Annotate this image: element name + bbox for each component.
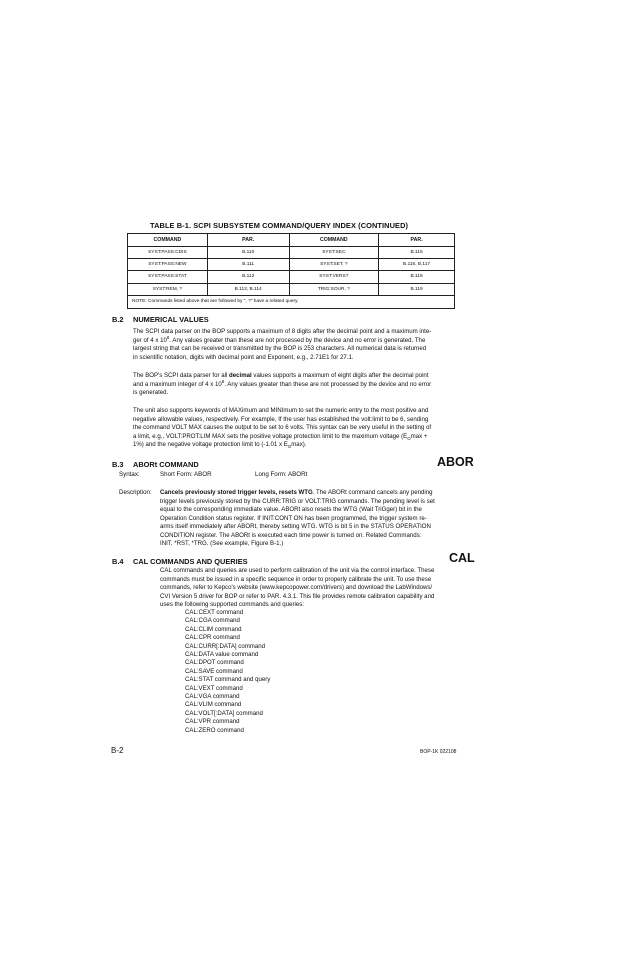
description-text: Cancels previously stored trigger levels, resets WTG. The ABORt command cancels any pending trigger levels previously stored by the CURR:TRIG or VOLT:TRIG commands. The pending level is set equal to the corresponding immediate value. ABORt also resets the WTG (Wait TriGger) bit in the Operation Condition status register. If INIT:CONT ON has been programmed, the trigger system re- arms itself immediately after ABORt, thereby setting WTG. WTG is bit 5 in the STATUS OPERATION CONDITION register. The ABORt is executed each time power is turned on. Related Commands: INIT, *RST, *TRG. (See example, Figure B-1.) [160, 489, 435, 547]
table-cell: SYST:PASS:CDIS [128, 247, 208, 259]
syntax-label: Syntax: [119, 471, 140, 478]
table-cell: B.112 [207, 271, 289, 283]
page-number: B-2 [111, 746, 124, 755]
description-label: Description: [119, 489, 152, 496]
table-header: COMMAND [128, 234, 208, 247]
command-list [185, 609, 270, 735]
list-item: CAL:VPR command [185, 718, 240, 726]
long-form: Long Form: ABORt [255, 471, 308, 478]
table-cell: B.115 [379, 247, 455, 259]
table-note: NOTE: Commands listed above that are followed by ", ?" have a related query. [128, 295, 455, 308]
table-cell: B.111 [207, 259, 289, 271]
table-caption: TABLE B-1. SCPI SUBSYSTEM COMMAND/QUERY INDEX (CONTINUED) [150, 221, 409, 230]
list-item: CAL:ZERO command [185, 726, 244, 734]
list-item: CAL:VLIM command [185, 701, 242, 709]
list-item: CAL:CEXT command [185, 609, 244, 616]
section-title: CAL COMMANDS AND QUERIES [133, 557, 248, 566]
list-item: CAL:CLIM command [185, 625, 242, 633]
list-item: CAL:VOLT[:DATA] command [185, 709, 263, 717]
table-header-row [128, 234, 455, 247]
section-title: ABORt COMMAND [133, 460, 199, 469]
section-number: B.2 [112, 315, 124, 324]
table-cell: B.118 [379, 271, 455, 283]
list-item: CAL:CPR command [185, 634, 240, 642]
paragraph: The unit also supports keywords of MAXimum and MINImum to set the numeric entry to the most positive and negative allowable values, respectively. For example, If the user has established the volt:limit to be 6, sending the command VOLT MAX causes the output to be set to 6 volts. This syntax can be very useful in the setting of a limit, e.g., VOLT:PROT:LIM MAX sets the positive voltage protection limit to the maximum voltage ($E_O\max$ + 1%) and the negative voltage protection limit to (-1.01 x $E_O\max$). [133, 407, 432, 450]
table-cell: B.116, B.117 [379, 259, 455, 271]
list-item: CAL:DPOT command [185, 659, 244, 667]
list-item: CAL:STAT command and query [185, 676, 271, 684]
table-cell: SYST:PASS:NEW [128, 259, 208, 271]
paragraph: The SCPI data parser on the BOP supports a maximum of 8 digits after the decimal point and a maximum inte- ger of 4 x $10^8$. Any values greater than these are not processed by the device and no error is generated. The largest string that can be received or transmitted by the BOP is 253 characters. All numerical data is returned in scientific notation, digits with decimal point and Exponent, e.g., 2.71E1 for 27.1. [133, 328, 432, 361]
command-index-table [127, 233, 455, 309]
section-number: B.4 [112, 557, 124, 566]
table-cell: SYST:VERS? [289, 271, 379, 283]
section-number: B.3 [112, 460, 124, 469]
table-row [128, 283, 455, 295]
table-row [128, 259, 455, 271]
paragraph: The BOP's SCPI data parser for all decimal values supports a maximum of eight digits after the decimal point and a maximum integer of 4 x $10^8$. Any values greater than these are not processed by the device and no error is generated. [133, 372, 432, 396]
section-title: NUMERICAL VALUES [133, 315, 209, 324]
list-item: CAL:CGA command [185, 617, 240, 625]
table-cell: SYST:PASS:STAT [128, 271, 208, 283]
table-cell: SYST:SET, ? [289, 259, 379, 271]
command-mnemonic: ABOR [437, 455, 474, 469]
table-header: PAR. [207, 234, 289, 247]
list-item: CAL:VGA command [185, 693, 240, 701]
document-id: BOP-1K 022108 [420, 749, 457, 755]
table-cell: B.119 [379, 283, 455, 295]
table-row [128, 247, 455, 259]
table-cell: SYST:SEC [289, 247, 379, 259]
list-item: CAL:SAVE command [185, 667, 243, 675]
short-form: Short Form: ABOR [160, 471, 212, 478]
table-note-row [128, 295, 455, 308]
table-header: PAR. [379, 234, 455, 247]
list-item: CAL:VEXT command [185, 684, 243, 692]
table-cell: B.110 [207, 247, 289, 259]
paragraph: CAL commands and queries are used to perform calibration of the unit via the control interface. These commands must be issued in a specific sequence in order to properly calibrate the unit. To use these commands, refer to Kepco's website (www.kepcopower.com/drivers) and download the LabWindows/ CVI Version 5 driver for BOP or refer to PAR. 4.3.1. This file provides remote calibration capability and uses the following supported commands and queries: [160, 567, 435, 608]
list-item: CAL:CURR[:DATA] command [185, 642, 266, 650]
table-row [128, 271, 455, 283]
list-item: CAL:DATA value command [185, 651, 259, 659]
table-cell: TRIG:SOUR, ? [289, 283, 379, 295]
table-cell: B.113, B.114 [207, 283, 289, 295]
table-header: COMMAND [289, 234, 379, 247]
command-mnemonic: CAL [449, 551, 475, 565]
table-cell: SYST:REM, ? [128, 283, 208, 295]
